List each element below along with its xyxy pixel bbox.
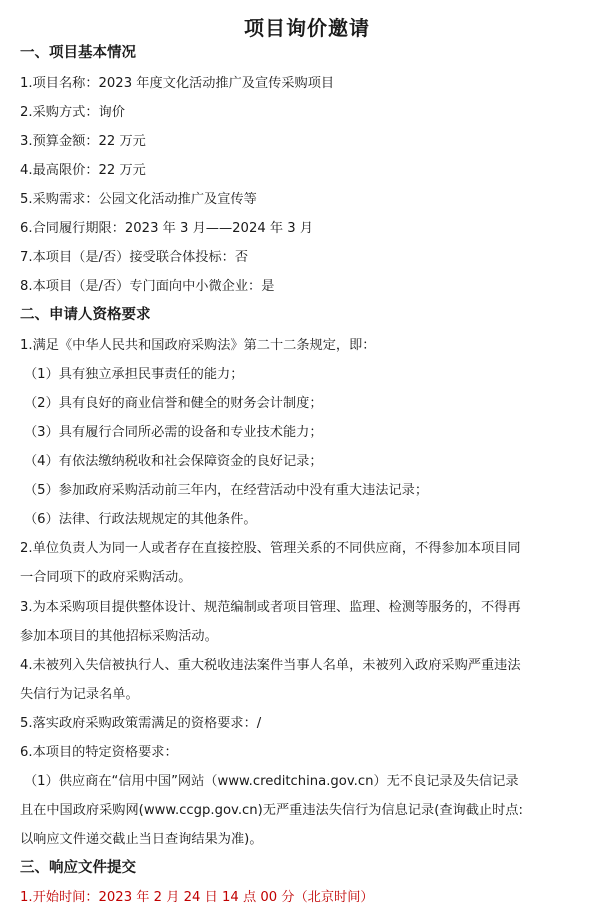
budget-line: 3.预算金额：22 万元 bbox=[20, 134, 146, 149]
item-6-sub-line-1: （1）供应商在“信用中国”网站（www.creditchina.gov.cn）无不良记录及失信记录 bbox=[24, 774, 519, 789]
qualification-sub-3: （3）具有履行合同所必需的设备和专业技术能力； bbox=[24, 425, 323, 440]
section-2-heading: 二、申请人资格要求 bbox=[20, 307, 151, 323]
item-2-line-1: 2.单位负责人为同一人或者存在直接控股、管理关系的不同供应商，不得参加本项目同 bbox=[20, 541, 521, 556]
document-title: 项目询价邀请 bbox=[244, 16, 370, 40]
sme-line: 8.本项目（是/否）专门面向中小微企业：是 bbox=[20, 279, 275, 294]
consortium-line: 7.本项目（是/否）接受联合体投标：否 bbox=[20, 250, 249, 265]
start-time-line: 1.开始时间：2023 年 2 月 24 日 14 点 00 分（北京时间） bbox=[20, 890, 374, 905]
qualification-sub-1: （1）具有独立承担民事责任的能力； bbox=[24, 367, 244, 382]
item-4-line-1: 4.未被列入失信被执行人、重大税收违法案件当事人名单，未被列入政府采购严重违法 bbox=[20, 658, 521, 673]
item-3-line-2: 参加本项目的其他招标采购活动。 bbox=[20, 629, 218, 644]
requirement-line: 5.采购需求：公园文化活动推广及宣传等 bbox=[20, 192, 257, 207]
item-4-line-2: 失信行为记录名单。 bbox=[20, 687, 139, 702]
item-6-sub-line-3: 以响应文件递交截止当日查询结果为准)。 bbox=[20, 832, 263, 847]
procurement-method-line: 2.采购方式：询价 bbox=[20, 105, 125, 120]
max-price-line: 4.最高限价：22 万元 bbox=[20, 163, 146, 178]
qualification-sub-4: （4）有依法缴纳税收和社会保障资金的良好记录； bbox=[24, 454, 323, 469]
item-6-line: 6.本项目的特定资格要求： bbox=[20, 745, 178, 760]
section-1-heading: 一、项目基本情况 bbox=[20, 45, 136, 61]
item-3-line-1: 3.为本采购项目提供整体设计、规范编制或者项目管理、监理、检测等服务的，不得再 bbox=[20, 600, 521, 615]
qualification-intro-line: 1.满足《中华人民共和国政府采购法》第二十二条规定，即： bbox=[20, 338, 376, 353]
item-2-line-2: 一合同项下的政府采购活动。 bbox=[20, 570, 192, 585]
project-name-line: 1.项目名称：2023 年度文化活动推广及宣传采购项目 bbox=[20, 76, 335, 91]
section-3-heading: 三、响应文件提交 bbox=[20, 860, 136, 876]
qualification-sub-2: （2）具有良好的商业信誉和健全的财务会计制度； bbox=[24, 396, 323, 411]
item-5-line: 5.落实政府采购政策需满足的资格要求：/ bbox=[20, 716, 262, 731]
item-6-sub-line-2: 且在中国政府采购网(www.ccgp.gov.cn)无严重违法失信行为信息记录(查询截止时点: bbox=[20, 803, 523, 818]
contract-period-line: 6.合同履行期限：2023 年 3 月——2024 年 3 月 bbox=[20, 221, 314, 236]
qualification-sub-5: （5）参加政府采购活动前三年内，在经营活动中没有重大违法记录； bbox=[24, 483, 429, 498]
qualification-sub-6: （6）法律、行政法规规定的其他条件。 bbox=[24, 512, 257, 527]
